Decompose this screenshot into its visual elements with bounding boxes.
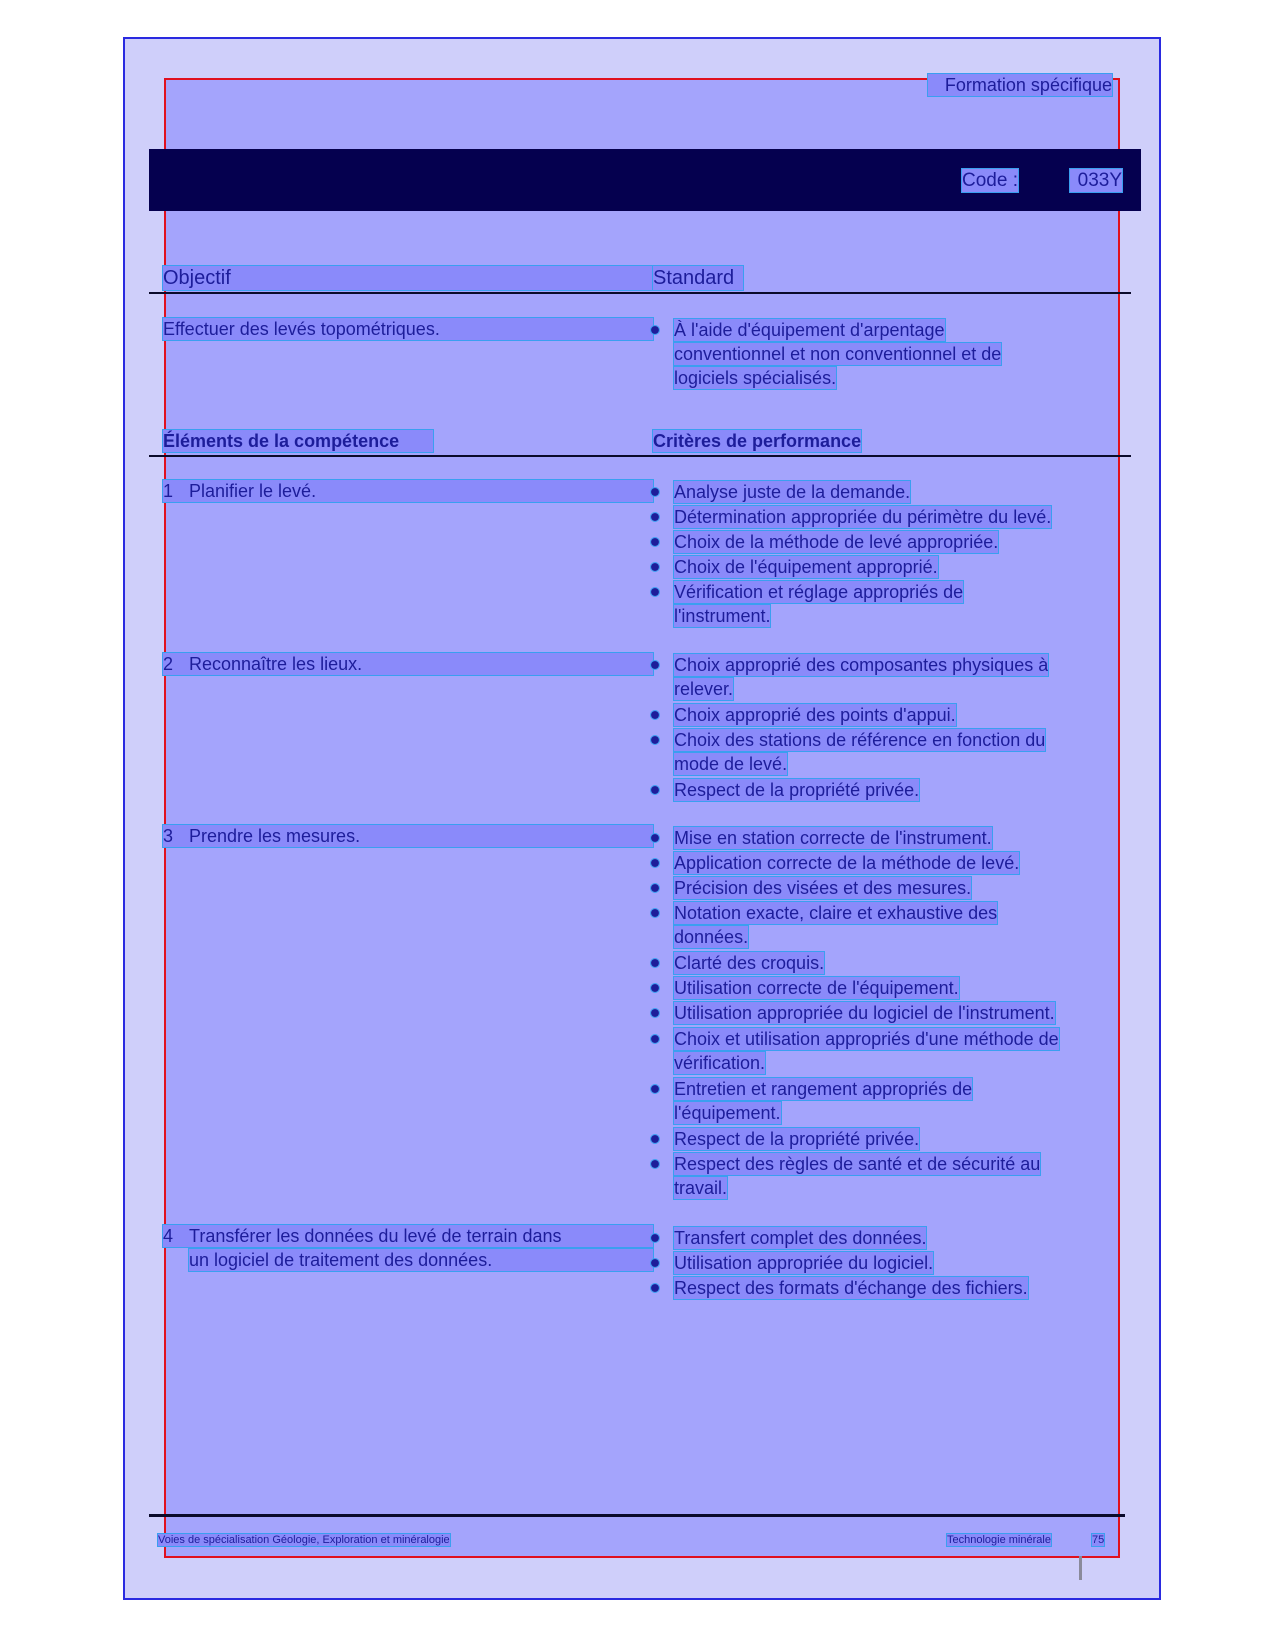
criterion-line: données. (674, 927, 749, 947)
criterion-line: Transfert complet des données. (674, 1228, 927, 1248)
criterion-line: Respect de la propriété privée. (674, 780, 920, 800)
bullet-icon (651, 538, 659, 546)
bullet-icon (651, 834, 659, 842)
criterion-line: Détermination appropriée du périmètre du levé. (674, 507, 1052, 527)
content-area (164, 78, 1120, 1558)
element-label: un logiciel de traitement des données. (189, 1249, 653, 1271)
bullet-icon (651, 859, 659, 867)
criterion-line: Vérification et réglage appropriés de (674, 582, 964, 602)
bullet-icon (651, 1160, 659, 1168)
bullet-icon (651, 1259, 659, 1267)
bullet-icon (651, 588, 659, 596)
bullet-icon (651, 736, 659, 744)
element-label: Prendre les mesures. (189, 826, 361, 846)
criterion-line: Entretien et rangement appropriés de (674, 1079, 973, 1099)
page-number: 75 (1092, 1534, 1105, 1546)
bullet-icon (651, 1085, 659, 1093)
element-label: Planifier le levé. (189, 481, 317, 501)
standard-line: logiciels spécialisés. (674, 368, 837, 388)
footer-divider (149, 1514, 1125, 1517)
bullet-icon (651, 909, 659, 917)
footer-right: Technologie minérale (947, 1534, 1051, 1546)
criterion-line: relever. (674, 679, 734, 699)
element-row (163, 653, 653, 675)
criterion-line: Choix des stations de référence en fonction du (674, 730, 1046, 750)
criterion-line: Précision des visées et des mesures. (674, 878, 972, 898)
criterion-line: Respect de la propriété privée. (674, 1129, 920, 1149)
criterion-line: Utilisation correcte de l'équipement. (674, 978, 959, 998)
criterion-line: Choix approprié des points d'appui. (674, 705, 956, 725)
element-number: 4 (163, 1226, 174, 1246)
criterion-line: Application correcte de la méthode de levé. (674, 853, 1020, 873)
element-row (163, 825, 653, 847)
bullet-icon (651, 786, 659, 794)
criterion-line: Analyse juste de la demande. (674, 482, 911, 502)
criterion-line: l'instrument. (674, 606, 771, 626)
element-row (163, 480, 653, 502)
element-number: 2 (163, 654, 174, 674)
criterion-line: Choix de l'équipement approprié. (674, 557, 938, 577)
divider (149, 455, 1131, 457)
criterion-line: Mise en station correcte de l'instrument. (674, 828, 992, 848)
criteres-heading: Critères de performance (653, 431, 862, 451)
code-value: 033Y (1070, 169, 1122, 192)
bullet-icon (651, 1135, 659, 1143)
criterion-line: Clarté des croquis. (674, 953, 825, 973)
element-label: Reconnaître les lieux. (189, 654, 363, 674)
margin-mark (1079, 1556, 1082, 1580)
element-number: 3 (163, 826, 174, 846)
criterion-line: Choix de la méthode de levé appropriée. (674, 532, 999, 552)
element-row (163, 1225, 653, 1247)
code-label: Code : (962, 170, 1018, 191)
criterion-line: travail. (674, 1178, 728, 1198)
criterion-line: Notation exacte, claire et exhaustive des (674, 903, 998, 923)
bullet-icon (651, 1035, 659, 1043)
bullet-icon (651, 488, 659, 496)
bullet-icon (651, 884, 659, 892)
objectif-heading: Objectif (163, 266, 653, 290)
standard-heading: Standard (653, 266, 743, 290)
criterion-line: Respect des règles de santé et de sécurité au (674, 1154, 1041, 1174)
criterion-line: Respect des formats d'échange des fichiers. (674, 1278, 1028, 1298)
criterion-line: Choix et utilisation appropriés d'une méthode de (674, 1029, 1059, 1049)
bullet-icon (651, 711, 659, 719)
bullet-icon (651, 959, 659, 967)
standard-line: conventionnel et non conventionnel et de (674, 344, 1002, 364)
bullet-icon (651, 513, 659, 521)
element-number: 1 (163, 481, 174, 501)
bullet-icon (651, 1284, 659, 1292)
criterion-line: l'équipement. (674, 1103, 781, 1123)
bullet-icon (651, 1009, 659, 1017)
elements-heading: Éléments de la compétence (163, 430, 433, 452)
criterion-line: Choix approprié des composantes physiques à (674, 655, 1049, 675)
criterion-line: Utilisation appropriée du logiciel de l'instrument. (674, 1003, 1055, 1023)
bullet-icon (651, 661, 659, 669)
criterion-line: vérification. (674, 1053, 766, 1073)
bullet-icon (651, 1234, 659, 1242)
formation-label: Formation spécifique (928, 74, 1112, 96)
criterion-line: Utilisation appropriée du logiciel. (674, 1253, 934, 1273)
standard-line: À l'aide d'équipement d'arpentage (674, 320, 945, 340)
bullet-icon (651, 326, 659, 334)
divider (149, 292, 1131, 294)
bullet-icon (651, 563, 659, 571)
objectif-text: Effectuer des levés topométriques. (163, 318, 653, 340)
bullet-icon (651, 984, 659, 992)
footer-left: Voies de spécialisation Géologie, Exploration et minéralogie (158, 1534, 450, 1546)
element-label: Transférer les données du levé de terrain dans (189, 1226, 562, 1246)
criterion-line: mode de levé. (674, 754, 788, 774)
